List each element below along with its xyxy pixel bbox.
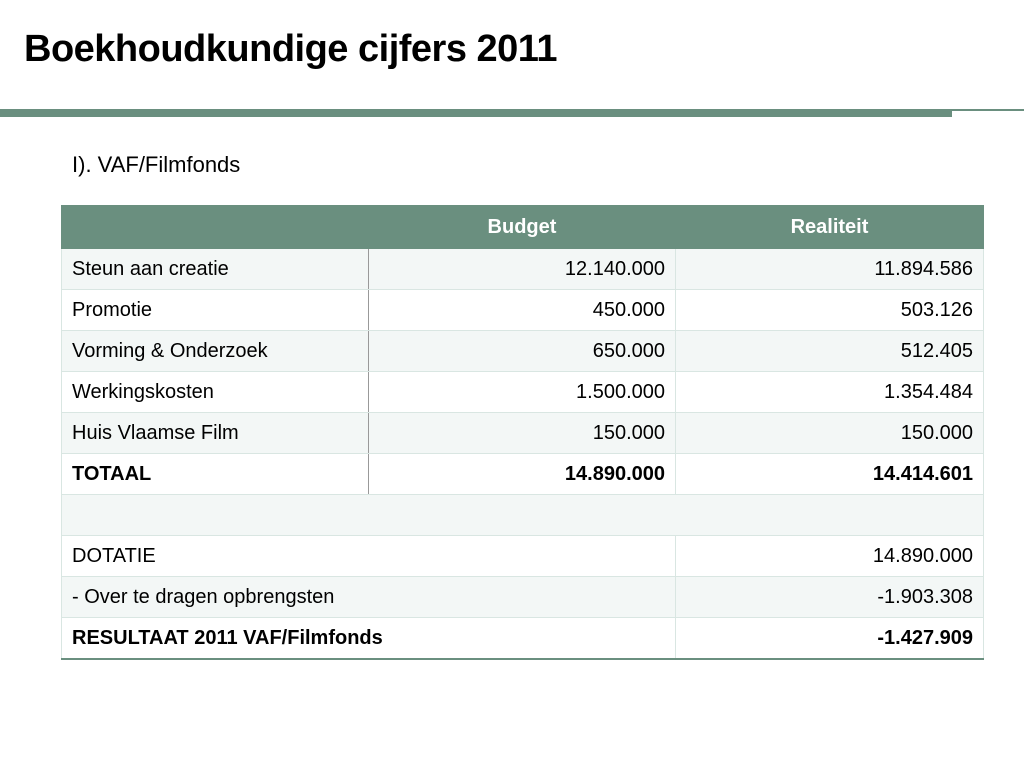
summary-value: -1.903.308 [676,577,984,618]
result-row [62,618,984,660]
summary-label: - Over te dragen opbrengsten [62,577,676,618]
row-label: Promotie [62,290,369,331]
total-row [62,454,984,495]
row-realiteit: 150.000 [676,413,984,454]
total-label: TOTAAL [62,454,369,495]
title-divider [0,109,952,117]
row-label: Steun aan creatie [62,249,369,290]
table-row [62,372,984,413]
table-row [62,413,984,454]
header-budget: Budget [369,206,676,249]
row-budget: 150.000 [369,413,676,454]
row-realiteit: 1.354.484 [676,372,984,413]
row-label: Werkingskosten [62,372,369,413]
row-budget: 450.000 [369,290,676,331]
title-divider-thin [952,109,1024,111]
table-row [62,249,984,290]
result-label: RESULTAAT 2011 VAF/Filmfonds [62,618,676,660]
table-row [62,290,984,331]
row-budget: 1.500.000 [369,372,676,413]
header-realiteit: Realiteit [676,206,984,249]
header-label [62,206,369,249]
result-value: -1.427.909 [676,618,984,660]
row-realiteit: 503.126 [676,290,984,331]
row-label: Huis Vlaamse Film [62,413,369,454]
table-row [62,331,984,372]
summary-value: 14.890.000 [676,536,984,577]
table-header-row [62,206,984,249]
row-realiteit: 512.405 [676,331,984,372]
slide-title: Boekhoudkundige cijfers 2011 [24,28,557,70]
spacer-cell [62,495,984,536]
summary-label: DOTATIE [62,536,676,577]
row-label: Vorming & Onderzoek [62,331,369,372]
financial-table [61,205,984,660]
total-budget: 14.890.000 [369,454,676,495]
row-realiteit: 11.894.586 [676,249,984,290]
summary-row [62,577,984,618]
row-budget: 12.140.000 [369,249,676,290]
total-realiteit: 14.414.601 [676,454,984,495]
section-subtitle: I). VAF/Filmfonds [72,152,241,177]
row-budget: 650.000 [369,331,676,372]
summary-row [62,536,984,577]
spacer-row [62,495,984,536]
